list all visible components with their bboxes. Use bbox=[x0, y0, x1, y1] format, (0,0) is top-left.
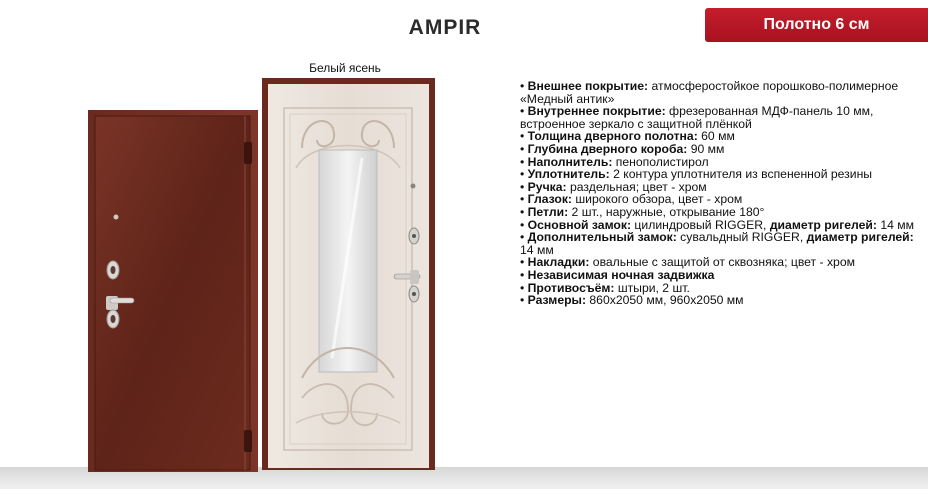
spec-item: • Внутреннее покрытие: фрезерованная МДФ-панель 10 мм, встроенное зеркало с защитной плёнкой bbox=[520, 104, 874, 131]
spec-value: 860х2050 мм, 960х2050 мм bbox=[586, 293, 744, 308]
spec-value: пенополистирол bbox=[612, 154, 709, 169]
spec-value: 2 контура уплотнителя из вспененной резины bbox=[609, 167, 873, 182]
spec-label: Ручка: bbox=[527, 179, 567, 194]
spec-item: • Глубина дверного короба: 90 мм bbox=[520, 141, 725, 156]
spec-label: Толщина дверного полотна: bbox=[527, 129, 698, 144]
spec-label-secondary: диаметр ригелей: bbox=[769, 217, 877, 232]
spec-value: штыри, 2 шт. bbox=[614, 280, 690, 295]
spec-label: Петли: bbox=[527, 204, 569, 219]
spec-label-secondary: диаметр ригелей: bbox=[806, 230, 914, 245]
door-inner-image bbox=[262, 78, 437, 474]
spec-value: сувальдный RIGGER, bbox=[676, 230, 807, 245]
spec-label: Независимая ночная задвижка bbox=[527, 267, 715, 282]
spec-value: 60 мм bbox=[697, 129, 735, 144]
spec-value: широкого обзора, цвет - хром bbox=[571, 192, 743, 207]
badge-text: Полотно 6 см bbox=[763, 16, 870, 33]
spec-label: Противосъём: bbox=[527, 280, 615, 295]
product-title: AMPIR bbox=[408, 16, 482, 39]
spec-item: • Основной замок: цилиндровый RIGGER, диаметр ригелей: 14 мм bbox=[520, 217, 915, 232]
spec-list bbox=[520, 80, 920, 307]
leaf-thickness-badge bbox=[705, 8, 928, 42]
spec-value: 2 шт., наружные, открывание 180° bbox=[568, 204, 765, 219]
spec-value: 90 мм bbox=[687, 141, 725, 156]
spec-item: • Глазок: широкого обзора, цвет - хром bbox=[520, 192, 743, 207]
spec-value-secondary: 14 мм bbox=[520, 242, 554, 257]
spec-label: Глазок: bbox=[527, 192, 572, 207]
spec-value: фрезерованная МДФ-панель 10 мм, встроенное зеркало с защитной плёнкой bbox=[520, 104, 874, 131]
spec-item: • Противосъём: штыри, 2 шт. bbox=[520, 280, 690, 295]
spec-item: • Размеры: 860х2050 мм, 960х2050 мм bbox=[520, 293, 744, 308]
spec-label: Дополнительный замок: bbox=[527, 230, 677, 245]
spec-label: Глубина дверного короба: bbox=[527, 141, 688, 156]
spec-label: Внутреннее покрытие: bbox=[527, 104, 666, 119]
spec-value: овальные с защитой от сквозняка; цвет - хром bbox=[589, 255, 855, 270]
spec-value: раздельная; цвет - хром bbox=[566, 179, 707, 194]
spec-item: • Независимая ночная задвижка bbox=[520, 267, 715, 282]
spec-item: • Наполнитель: пенополистирол bbox=[520, 154, 709, 169]
spec-label: Накладки: bbox=[527, 255, 590, 270]
spec-label: Уплотнитель: bbox=[527, 167, 610, 182]
spec-label: Внешнее покрытие: bbox=[527, 79, 649, 93]
spec-item: • Дополнительный замок: сувальдный RIGGER, диаметр ригелей: 14 мм bbox=[520, 230, 914, 257]
spec-label: Размеры: bbox=[527, 293, 587, 308]
spec-item: • Толщина дверного полотна: 60 мм bbox=[520, 129, 735, 144]
spec-value: атмосферостойкое порошково-полимерное «Медный антик» bbox=[520, 79, 899, 106]
spec-item: • Петли: 2 шт., наружные, открывание 180° bbox=[520, 204, 765, 219]
spec-item: • Накладки: овальные с защитой от сквозняка; цвет - хром bbox=[520, 255, 855, 270]
spec-value: цилиндровый RIGGER, bbox=[631, 217, 770, 232]
spec-value-secondary: 14 мм bbox=[876, 217, 915, 232]
spec-label: Наполнитель: bbox=[527, 154, 613, 169]
spec-item: • Уплотнитель: 2 контура уплотнителя из вспененной резины bbox=[520, 167, 873, 182]
spec-item: • Ручка: раздельная; цвет - хром bbox=[520, 179, 707, 194]
door-outer-image bbox=[80, 108, 265, 478]
spec-item: • Внешнее покрытие: атмосферостойкое порошково-полимерное «Медный антик» bbox=[520, 79, 899, 106]
spec-label: Основной замок: bbox=[527, 217, 632, 232]
finish-label: Белый ясень bbox=[309, 61, 381, 75]
